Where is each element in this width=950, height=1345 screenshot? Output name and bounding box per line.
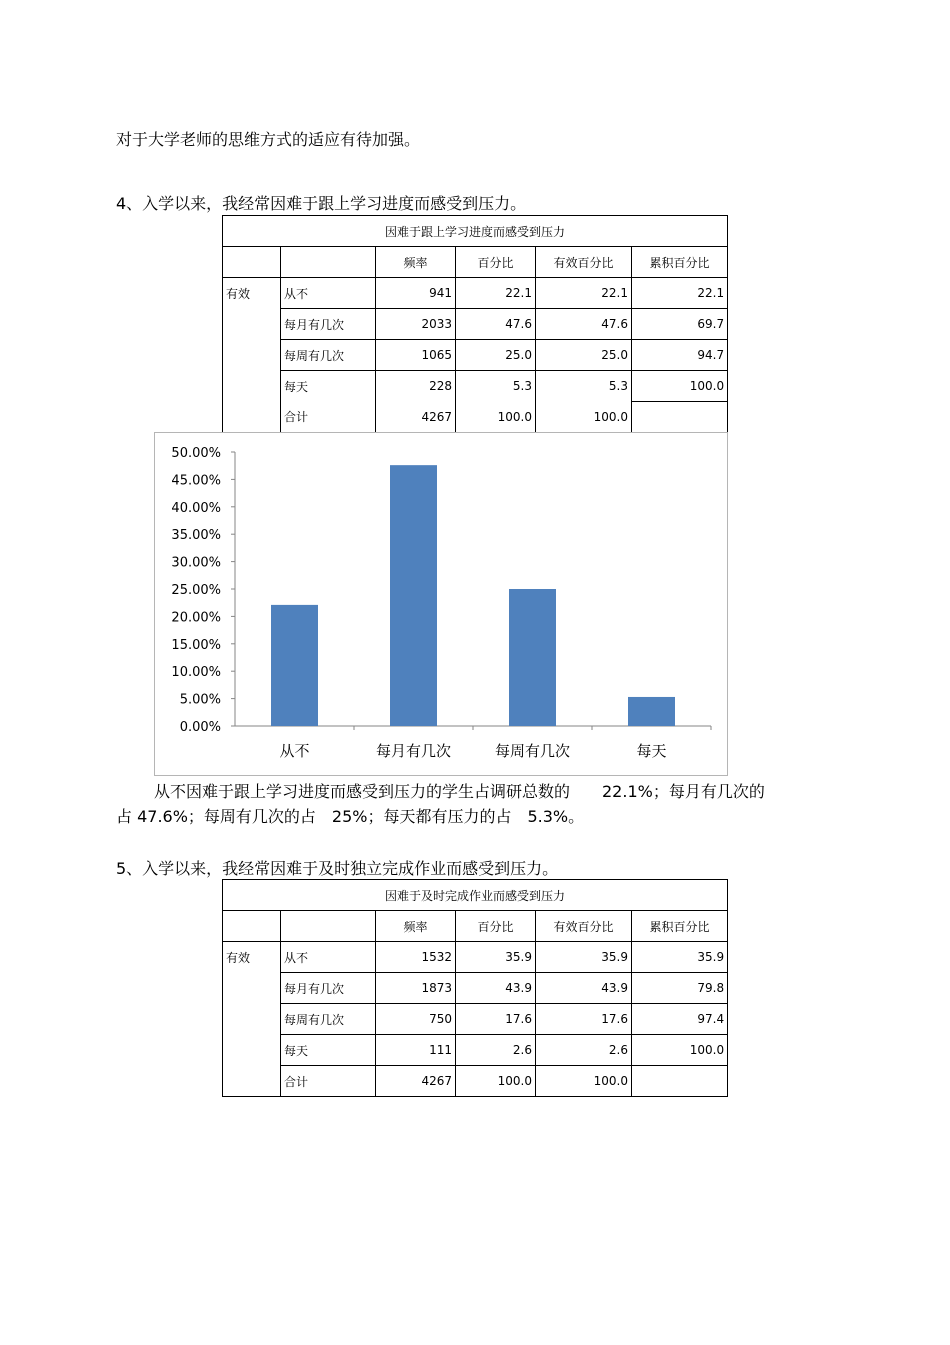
bar <box>271 605 318 726</box>
bar-chart <box>154 432 728 776</box>
column-header: 有效百分比 <box>536 911 632 942</box>
valid-pct-cell: 25.0 <box>536 340 632 371</box>
y-tick-label: 0.00% <box>179 720 221 735</box>
q4-heading: 4、入学以来，我经常因难于跟上学习进度而感受到压力。 <box>116 194 527 213</box>
freq-cell: 4267 <box>376 402 456 433</box>
cum-pct-cell: 97.4 <box>632 1004 728 1035</box>
pct-cell: 100.0 <box>456 1066 536 1097</box>
table-row <box>223 1066 728 1097</box>
row-label: 合计 <box>281 1066 376 1097</box>
x-tick-label: 每周有几次 <box>494 742 571 760</box>
valid-pct-cell: 100.0 <box>536 402 632 433</box>
y-tick-label: 30.00% <box>171 555 221 571</box>
cum-pct-cell: 94.7 <box>632 340 728 371</box>
q5-frequency-table <box>222 879 728 1097</box>
table-row <box>223 309 728 340</box>
row-label: 每天 <box>281 371 376 402</box>
freq-cell: 1873 <box>376 973 456 1004</box>
pct-cell: 35.9 <box>456 942 536 973</box>
bar <box>390 465 437 726</box>
cum-pct-cell: 69.7 <box>632 309 728 340</box>
row-label: 每月有几次 <box>281 973 376 1004</box>
table-row <box>223 340 728 371</box>
group-label: 有效 <box>226 950 251 965</box>
y-tick-label: 20.00% <box>171 610 221 626</box>
valid-pct-cell: 43.9 <box>536 973 632 1004</box>
q4-frequency-table <box>222 215 728 433</box>
pct-cell: 43.9 <box>456 973 536 1004</box>
row-label: 从不 <box>281 278 376 309</box>
pct-cell: 100.0 <box>456 402 536 433</box>
x-tick-label: 每月有几次 <box>375 742 452 760</box>
cum-pct-cell <box>632 402 728 433</box>
bar <box>628 697 675 726</box>
valid-pct-cell: 17.6 <box>536 1004 632 1035</box>
cum-pct-cell: 100.0 <box>632 371 728 402</box>
cum-pct-cell: 22.1 <box>632 278 728 309</box>
pct-cell: 17.6 <box>456 1004 536 1035</box>
cum-pct-cell <box>632 1066 728 1097</box>
table-row <box>223 278 728 309</box>
q4-summary-line-1: 从不因难于跟上学习进度而感受到压力的学生占调研总数的 22.1%；每月有几次的 <box>154 782 765 801</box>
row-label: 每周有几次 <box>281 340 376 371</box>
y-tick-label: 25.00% <box>171 583 221 598</box>
y-tick-label: 15.00% <box>171 637 221 653</box>
group-label: 有效 <box>226 286 251 301</box>
x-tick-label: 从不 <box>279 742 310 760</box>
table-title: 因难于跟上学习进度而感受到压力 <box>223 216 728 247</box>
valid-pct-cell: 22.1 <box>536 278 632 309</box>
column-header: 累积百分比 <box>632 247 728 278</box>
column-header: 百分比 <box>456 911 536 942</box>
pct-cell: 47.6 <box>456 309 536 340</box>
freq-cell: 1065 <box>376 340 456 371</box>
pct-cell: 5.3 <box>456 371 536 402</box>
y-tick-label: 10.00% <box>171 665 221 681</box>
pct-cell: 22.1 <box>456 278 536 309</box>
row-label: 合计 <box>281 402 376 433</box>
y-tick-label: 45.00% <box>171 473 221 489</box>
valid-pct-cell: 100.0 <box>536 1066 632 1097</box>
table-title: 因难于及时完成作业而感受到压力 <box>223 880 728 911</box>
y-tick-label: 40.00% <box>171 500 221 516</box>
table-row <box>223 1004 728 1035</box>
freq-cell: 111 <box>376 1035 456 1066</box>
intro-line: 对于大学老师的思维方式的适应有待加强。 <box>116 130 421 149</box>
pct-cell: 25.0 <box>456 340 536 371</box>
freq-cell: 941 <box>376 278 456 309</box>
table-row <box>223 942 728 973</box>
cum-pct-cell: 100.0 <box>632 1035 728 1066</box>
column-header: 频率 <box>376 247 456 278</box>
table-row <box>223 1035 728 1066</box>
freq-cell: 228 <box>376 371 456 402</box>
table-row <box>223 371 728 402</box>
cum-pct-cell: 35.9 <box>632 942 728 973</box>
valid-pct-cell: 5.3 <box>536 371 632 402</box>
cum-pct-cell: 79.8 <box>632 973 728 1004</box>
table-row <box>223 402 728 433</box>
table-row <box>223 973 728 1004</box>
y-tick-label: 50.00% <box>171 446 221 461</box>
row-label: 每天 <box>281 1035 376 1066</box>
row-label: 每周有几次 <box>281 1004 376 1035</box>
q5-heading: 5、入学以来，我经常因难于及时独立完成作业而感受到压力。 <box>116 859 559 878</box>
row-label: 每月有几次 <box>281 309 376 340</box>
column-header: 累积百分比 <box>632 911 728 942</box>
freq-cell: 2033 <box>376 309 456 340</box>
y-tick-label: 35.00% <box>171 528 221 544</box>
freq-cell: 1532 <box>376 942 456 973</box>
pct-cell: 2.6 <box>456 1035 536 1066</box>
x-tick-label: 每天 <box>636 742 667 760</box>
column-header: 百分比 <box>456 247 536 278</box>
y-tick-label: 5.00% <box>179 692 221 708</box>
freq-cell: 4267 <box>376 1066 456 1097</box>
column-header: 频率 <box>376 911 456 942</box>
row-label: 从不 <box>281 942 376 973</box>
bar <box>509 589 556 726</box>
q4-summary <box>116 779 830 829</box>
valid-pct-cell: 47.6 <box>536 309 632 340</box>
freq-cell: 750 <box>376 1004 456 1035</box>
column-header: 有效百分比 <box>536 247 632 278</box>
valid-pct-cell: 2.6 <box>536 1035 632 1066</box>
q4-summary-line-2: 占 47.6%；每周有几次的占 25%；每天都有压力的占 5.3%。 <box>116 807 585 826</box>
bar-chart-svg <box>155 433 727 775</box>
valid-pct-cell: 35.9 <box>536 942 632 973</box>
